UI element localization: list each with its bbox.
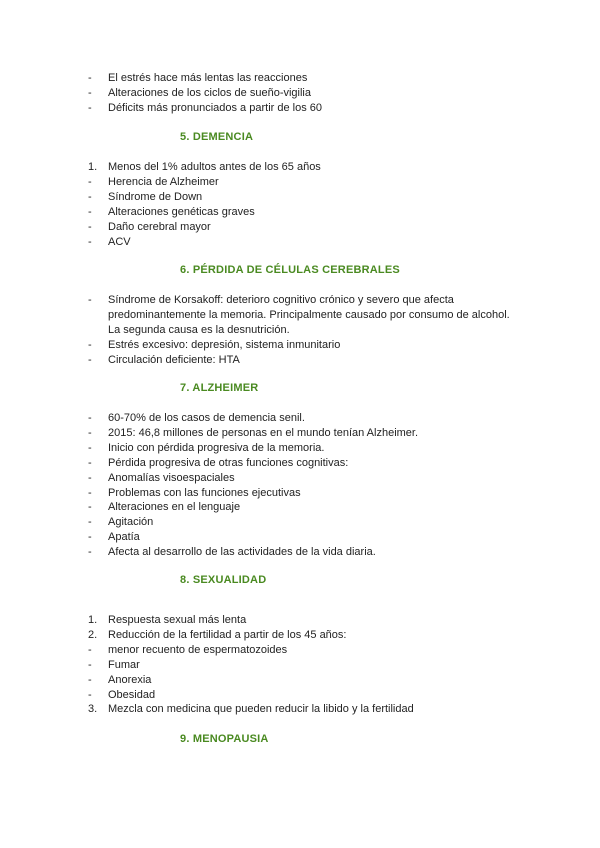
list-marker: - xyxy=(88,688,92,701)
section-heading-sexualidad: 8. SEXUALIDAD xyxy=(180,574,267,586)
list-item-text: Pérdida progresiva de otras funciones cognitivas: xyxy=(108,456,349,469)
list-item xyxy=(88,160,548,175)
list-item-text: Mezcla con medicina que pueden reducir la libido y la fertilidad xyxy=(108,703,414,716)
list-item-text: Anorexia xyxy=(108,673,152,686)
list-item-text: Herencia de Alzheimer xyxy=(108,175,219,188)
list-item xyxy=(88,101,548,116)
list-item-text: Afecta al desarrollo de las actividades de la vida diaria. xyxy=(108,546,376,559)
list-marker: - xyxy=(88,531,92,544)
list-marker: 1. xyxy=(88,614,98,626)
list-item xyxy=(88,628,548,643)
list-item-text: Respuesta sexual más lenta xyxy=(108,614,247,626)
list-marker: - xyxy=(88,294,92,306)
list-item xyxy=(88,456,548,471)
list-item-text: menor recuento de espermatozoides xyxy=(108,643,288,656)
section-list-demencia xyxy=(88,160,548,249)
list-item-text: 2015: 46,8 millones de personas en el mundo tenían Alzheimer. xyxy=(108,426,419,439)
list-item-text-line: Síndrome de Korsakoff: deterioro cognitivo crónico y severo que afecta xyxy=(108,294,454,306)
list-item-text: Daño cerebral mayor xyxy=(108,220,211,233)
list-marker: - xyxy=(88,235,92,248)
list-item-text: Alteraciones de los ciclos de sueño-vigilia xyxy=(108,86,311,99)
intro-list xyxy=(88,71,548,116)
list-item xyxy=(88,613,548,628)
list-marker: - xyxy=(88,643,92,656)
list-marker: - xyxy=(88,486,92,499)
list-marker: - xyxy=(88,175,92,188)
section-heading-alzheimer: 7. ALZHEIMER xyxy=(180,382,259,394)
list-item xyxy=(88,658,548,673)
list-item xyxy=(88,411,548,426)
list-item xyxy=(88,71,548,86)
list-item xyxy=(88,426,548,441)
list-marker: - xyxy=(88,516,92,529)
list-item xyxy=(88,86,548,101)
list-item xyxy=(88,205,548,220)
list-item-text: Menos del 1% adultos antes de los 65 años xyxy=(108,161,321,173)
list-item xyxy=(88,545,548,560)
list-item-text: ACV xyxy=(108,235,131,248)
list-marker: 2. xyxy=(88,628,98,641)
list-marker: - xyxy=(88,86,92,99)
list-item xyxy=(88,530,548,545)
list-marker: 1. xyxy=(88,161,98,173)
list-item xyxy=(88,220,548,235)
section-list-alzheimer xyxy=(88,411,548,560)
list-item xyxy=(88,515,548,530)
list-item-text: Circulación deficiente: HTA xyxy=(108,353,240,366)
list-marker: - xyxy=(88,101,92,114)
list-item-text-line: La segunda causa es la desnutrición. xyxy=(108,323,290,336)
list-item xyxy=(88,673,548,688)
list-item-text-line: predominantemente la memoria. Principalmente causado por consumo de alcohol. xyxy=(108,308,510,321)
list-item xyxy=(88,441,548,456)
list-item-text: Inicio con pérdida progresiva de la memoria. xyxy=(108,441,325,454)
list-item-text: Agitación xyxy=(108,516,154,529)
list-item-text: Síndrome de Down xyxy=(108,190,203,203)
list-item-text: Estrés excesivo: depresión, sistema inmunitario xyxy=(108,338,341,351)
list-item xyxy=(88,486,548,501)
list-marker: - xyxy=(88,658,92,671)
list-marker: 3. xyxy=(88,703,98,716)
list-item xyxy=(88,235,548,250)
list-item-text: 60-70% de los casos de demencia senil. xyxy=(108,412,305,424)
list-marker: - xyxy=(88,190,92,203)
list-item xyxy=(88,500,548,515)
section-heading-perdida-celulas: 6. PÉRDIDA DE CÉLULAS CEREBRALES xyxy=(180,264,400,276)
list-item-text: Reducción de la fertilidad a partir de los 45 años: xyxy=(108,628,347,641)
section-list-sexualidad xyxy=(88,613,548,717)
list-marker: - xyxy=(88,456,92,469)
list-item-text: Obesidad xyxy=(108,688,156,701)
list-item xyxy=(88,471,548,486)
list-marker: - xyxy=(88,338,92,351)
list-item-text: Apatía xyxy=(108,531,140,544)
list-item-text: Alteraciones genéticas graves xyxy=(108,205,255,218)
list-item-text: Alteraciones en el lenguaje xyxy=(108,501,241,514)
list-item-text: El estrés hace más lentas las reacciones xyxy=(108,72,308,84)
list-item xyxy=(88,175,548,190)
list-item xyxy=(88,688,548,703)
list-item xyxy=(88,643,548,658)
list-item xyxy=(88,353,548,368)
list-marker: - xyxy=(88,673,92,686)
list-item-text: Déficits más pronunciados a partir de los 60 xyxy=(108,101,322,114)
list-marker: - xyxy=(88,220,92,233)
list-marker: - xyxy=(88,72,92,84)
list-marker: - xyxy=(88,546,92,559)
list-marker: - xyxy=(88,412,92,424)
list-marker: - xyxy=(88,353,92,366)
list-marker: - xyxy=(88,501,92,514)
list-marker: - xyxy=(88,426,92,439)
list-item xyxy=(88,293,548,338)
list-item xyxy=(88,338,548,353)
list-item-text: Problemas con las funciones ejecutivas xyxy=(108,486,301,499)
section-heading-menopausia: 9. MENOPAUSIA xyxy=(180,733,269,745)
list-item-text: Anomalías visoespaciales xyxy=(108,471,235,484)
list-item-text: Fumar xyxy=(108,658,140,671)
section-list-perdida-celulas xyxy=(88,293,548,368)
list-item xyxy=(88,702,548,717)
list-item xyxy=(88,190,548,205)
list-marker: - xyxy=(88,441,92,454)
list-marker: - xyxy=(88,471,92,484)
section-heading-demencia: 5. DEMENCIA xyxy=(180,131,254,143)
list-marker: - xyxy=(88,205,92,218)
